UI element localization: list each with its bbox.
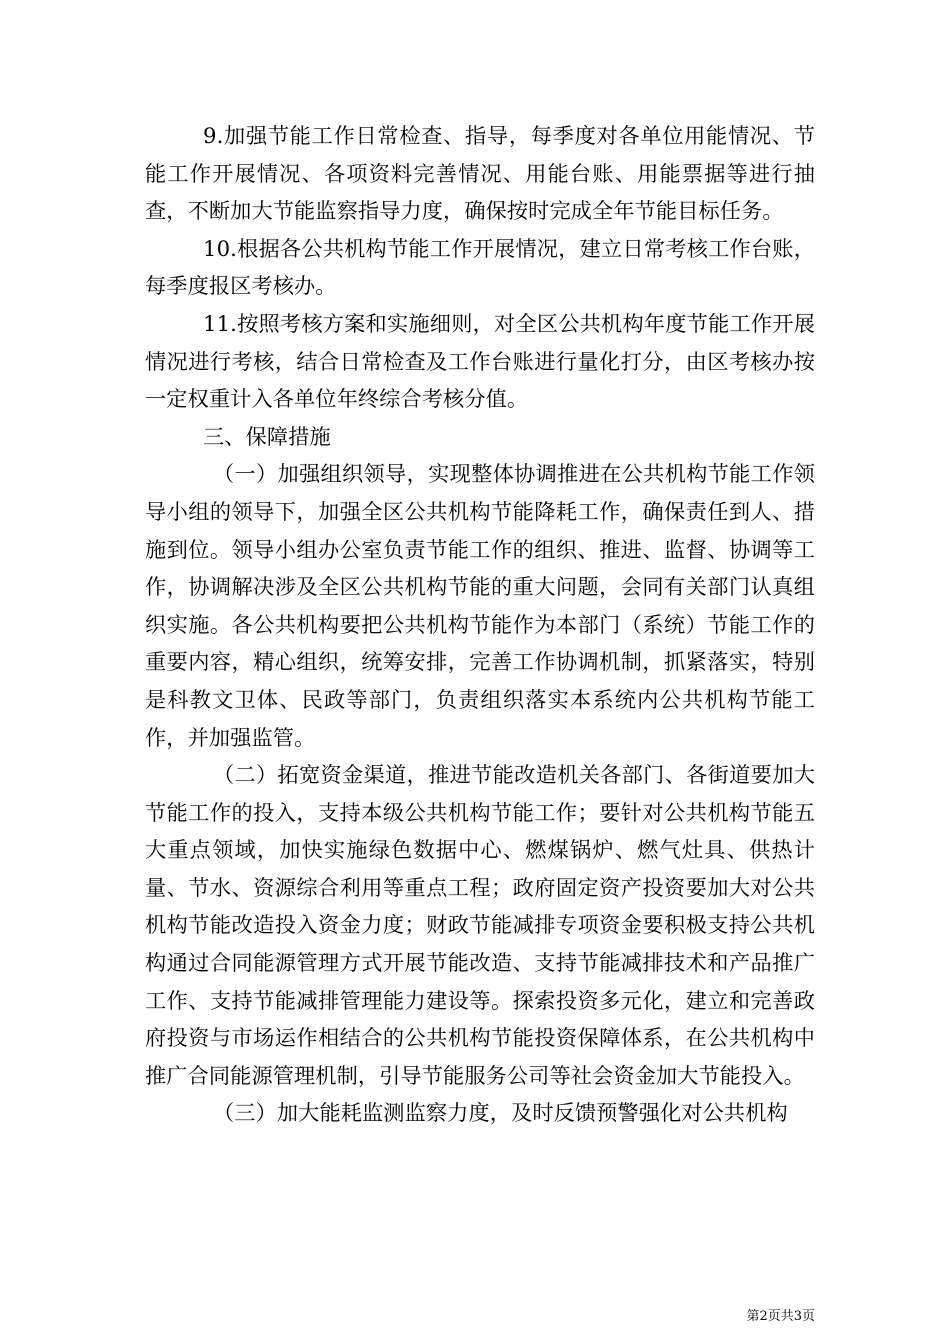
paragraph-item-10: 10.根据各公共机构节能工作开展情况，建立日常考核工作台账，每季度报区考核办。 xyxy=(145,235,815,299)
page-number-footer: 第2页共3页 xyxy=(746,1309,815,1324)
paragraph-measure-2: （二）拓宽资金渠道，推进节能改造机关各部门、各街道要加大节能工作的投入，支持本级公共机构节能工作；要针对公共机构节能五大重点领域，加快实施绿色数据中心、燃煤锅炉、燃气灶具、供热计量、节水、资源综合利用等重点工程；政府固定资产投资要加大对公共机构节能改造投入资金力度；财政节能减排专项资金要积极支持公共机构通过合同能源管理方式开展节能改造、支持节能减排技术和产品推广工作、支持节能减排管理能力建设等。探索投资多元化，建立和完善政府投资与市场运作相结合的公共机构节能投资保障体系，在公共机构中推广合同能源管理机制，引导节能服务公司等社会资金加大节能投入。 xyxy=(145,762,815,1088)
document-body xyxy=(145,117,815,1132)
section-heading-safeguards: 三、保障措施 xyxy=(203,423,331,449)
paragraph-item-11: 11.按照考核方案和实施细则，对全区公共机构年度节能工作开展情况进行考核，结合日常检查及工作台账进行量化打分，由区考核办按一定权重计入各单位年终综合考核分值。 xyxy=(145,310,815,412)
paragraph-measure-3: （三）加大能耗监测监察力度，及时反馈预警强化对公共机构 xyxy=(213,1100,788,1126)
paragraph-measure-1: （一）加强组织领导，实现整体协调推进在公共机构节能工作领导小组的领导下，加强全区公共机构节能降耗工作，确保责任到人、措施到位。领导小组办公室负责节能工作的组织、推进、监督、协调等工作，协调解决涉及全区公共机构节能的重大问题，会同有关部门认真组织实施。各公共机构要把公共机构节能作为本部门（系统）节能工作的重要内容，精心组织，统筹安排，完善工作协调机制，抓紧落实，特别是科教文卫体、民政等部门，负责组织落实本系统内公共机构节能工作，并加强监管。 xyxy=(145,461,815,750)
paragraph-item-9: 9.加强节能工作日常检查、指导，每季度对各单位用能情况、节能工作开展情况、各项资料完善情况、用能台账、用能票据等进行抽查，不断加大节能监察指导力度，确保按时完成全年节能目标任务。 xyxy=(145,123,815,224)
